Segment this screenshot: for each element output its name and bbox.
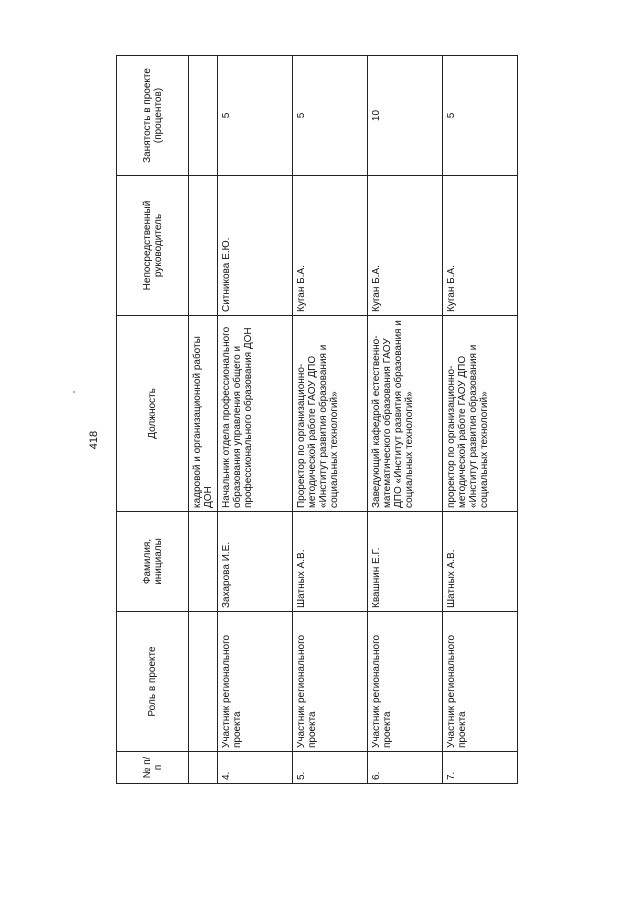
- cell-position: Заведующий кафедрой естественно-математического образования ГАОУ ДПО «Институт развития образования и социальных технологий»: [368, 316, 443, 512]
- cell-name: Шатных А.В.: [293, 512, 368, 612]
- cell-num: 7.: [443, 752, 518, 784]
- cell-role: Участник регионального проекта: [368, 612, 443, 752]
- cell-position: Начальник отдела профессионального образования управления общего и профессионального образования ДОН: [218, 316, 293, 512]
- cell-load: 10: [368, 56, 443, 176]
- header-load: Занятость в проекте (процентов): [117, 56, 189, 176]
- header-supervisor: Непосредственный руководитель: [117, 176, 189, 316]
- cell-num: 4.: [218, 752, 293, 784]
- cell-position: Проректор по организационно-методической работе ГАОУ ДПО «Институт развития образования и социальных технологий»: [293, 316, 368, 512]
- header-role: Роль в проекте: [117, 612, 189, 752]
- cell-supervisor: Куган Б.А.: [443, 176, 518, 316]
- continuation-load: [189, 56, 218, 176]
- cell-position: проректор по организационно-методической работе ГАОУ ДПО «Институт развития образования и социальных технологий»: [443, 316, 518, 512]
- table-row: [368, 56, 443, 784]
- cell-name: Захарова И.Е.: [218, 512, 293, 612]
- cell-num: 5.: [293, 752, 368, 784]
- table-header-row: [117, 56, 189, 784]
- scan-speck: [73, 391, 75, 393]
- cell-role: Участник регионального проекта: [293, 612, 368, 752]
- table-row: [443, 56, 518, 784]
- continuation-position: кадровой и организационной работы ДОН: [189, 316, 218, 512]
- cell-role: Участник регионального проекта: [218, 612, 293, 752]
- cell-load: 5: [443, 56, 518, 176]
- continuation-num: [189, 752, 218, 784]
- continuation-supervisor: [189, 176, 218, 316]
- rotated-table-container: [116, 56, 500, 784]
- continuation-name: [189, 512, 218, 612]
- table-row: [218, 56, 293, 784]
- cell-supervisor: Ситникова Е.Ю.: [218, 176, 293, 316]
- cell-name: Квашнин Е.Г.: [368, 512, 443, 612]
- page-number: 418: [88, 430, 100, 450]
- cell-supervisor: Куган Б.А.: [293, 176, 368, 316]
- header-position: Должность: [117, 316, 189, 512]
- cell-num: 6.: [368, 752, 443, 784]
- project-participants-table: [116, 55, 518, 784]
- cell-name: Шатных А.В.: [443, 512, 518, 612]
- cell-load: 5: [218, 56, 293, 176]
- table-row: [293, 56, 368, 784]
- continuation-row: [189, 56, 218, 784]
- header-num: № п/п: [117, 752, 189, 784]
- cell-load: 5: [293, 56, 368, 176]
- header-name: Фамилия, инициалы: [117, 512, 189, 612]
- cell-role: Участник регионального проекта: [443, 612, 518, 752]
- continuation-role: [189, 612, 218, 752]
- cell-supervisor: Куган Б.А.: [368, 176, 443, 316]
